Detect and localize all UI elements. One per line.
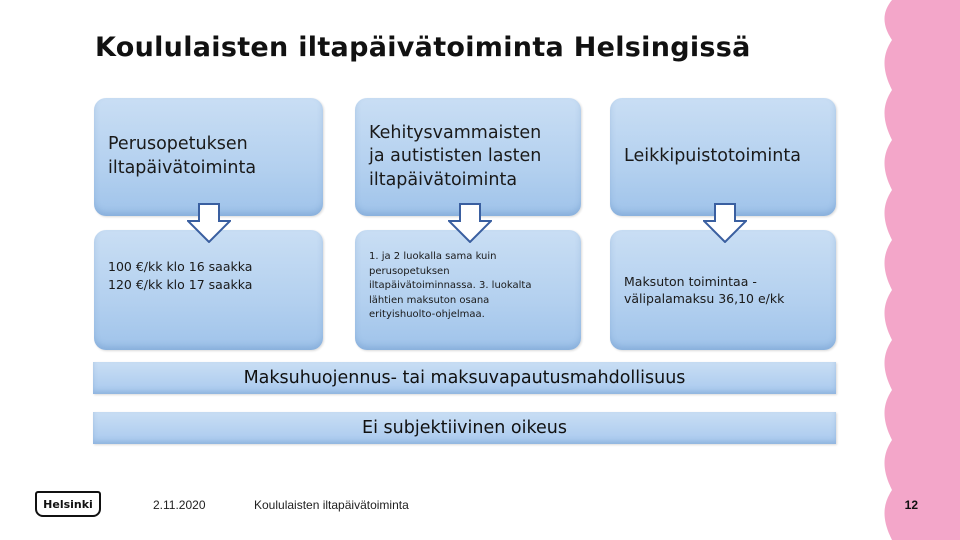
- card-detail-line: iltapäivätoiminnassa. 3. luokalta: [369, 280, 532, 291]
- card-heading-line: Leikkipuistotoiminta: [624, 146, 801, 167]
- card-leikkipuisto-detail: [610, 230, 836, 350]
- down-arrow-icon: [187, 203, 231, 243]
- footer-date: 2.11.2020: [153, 498, 206, 512]
- card-detail-line: 120 €/kk klo 17 saakka: [108, 276, 253, 292]
- helsinki-logo: [35, 491, 101, 517]
- card-heading-line: Kehitysvammaisten: [369, 122, 542, 143]
- decorative-pink-band: [860, 0, 960, 540]
- card-heading-line: iltapäivätoiminta: [108, 158, 257, 178]
- card-kehitysvammaiset-detail: [355, 230, 581, 350]
- no-subjective-right-bar: [93, 412, 836, 444]
- card-heading-line: Perusopetuksen: [108, 134, 248, 155]
- fee-reduction-bar: [93, 362, 836, 394]
- down-arrow-icon: [448, 203, 492, 243]
- card-perusopetus-detail: [94, 230, 323, 350]
- card-detail-line: 100 €/kk klo 16 saakka: [108, 259, 253, 274]
- footer-topic: Koululaisten iltapäivätoiminta: [254, 498, 409, 512]
- card-detail-line: perusopetuksen: [369, 265, 450, 277]
- card-detail-line: 1. ja 2 luokalla sama kuin: [369, 251, 497, 262]
- logo-text: Helsinki: [43, 497, 93, 511]
- card-leikkipuisto-heading: [610, 98, 836, 216]
- page-number: 12: [904, 498, 918, 512]
- card-detail-line: erityishuolto-ohjelmaa.: [369, 309, 485, 320]
- card-detail-line: Maksuton toimintaa -: [624, 273, 757, 289]
- page-title: Koululaisten iltapäivätoiminta Helsingissä: [95, 32, 751, 63]
- card-detail-line: lähtien maksuton osana: [369, 294, 490, 306]
- card-perusopetus-heading: [94, 98, 323, 216]
- down-arrow-icon: [703, 203, 747, 243]
- card-heading-line: iltapäivätoiminta: [369, 169, 518, 190]
- no-subjective-right-text: Ei subjektiivinen oikeus: [362, 418, 567, 438]
- card-kehitysvammaiset-heading: [355, 98, 581, 216]
- fee-reduction-text: Maksuhuojennus- tai maksuvapautusmahdollisuus: [243, 368, 686, 388]
- card-detail-line: välipalamaksu 36,10 e/kk: [624, 291, 785, 306]
- card-heading-line: ja autististen lasten: [369, 146, 542, 167]
